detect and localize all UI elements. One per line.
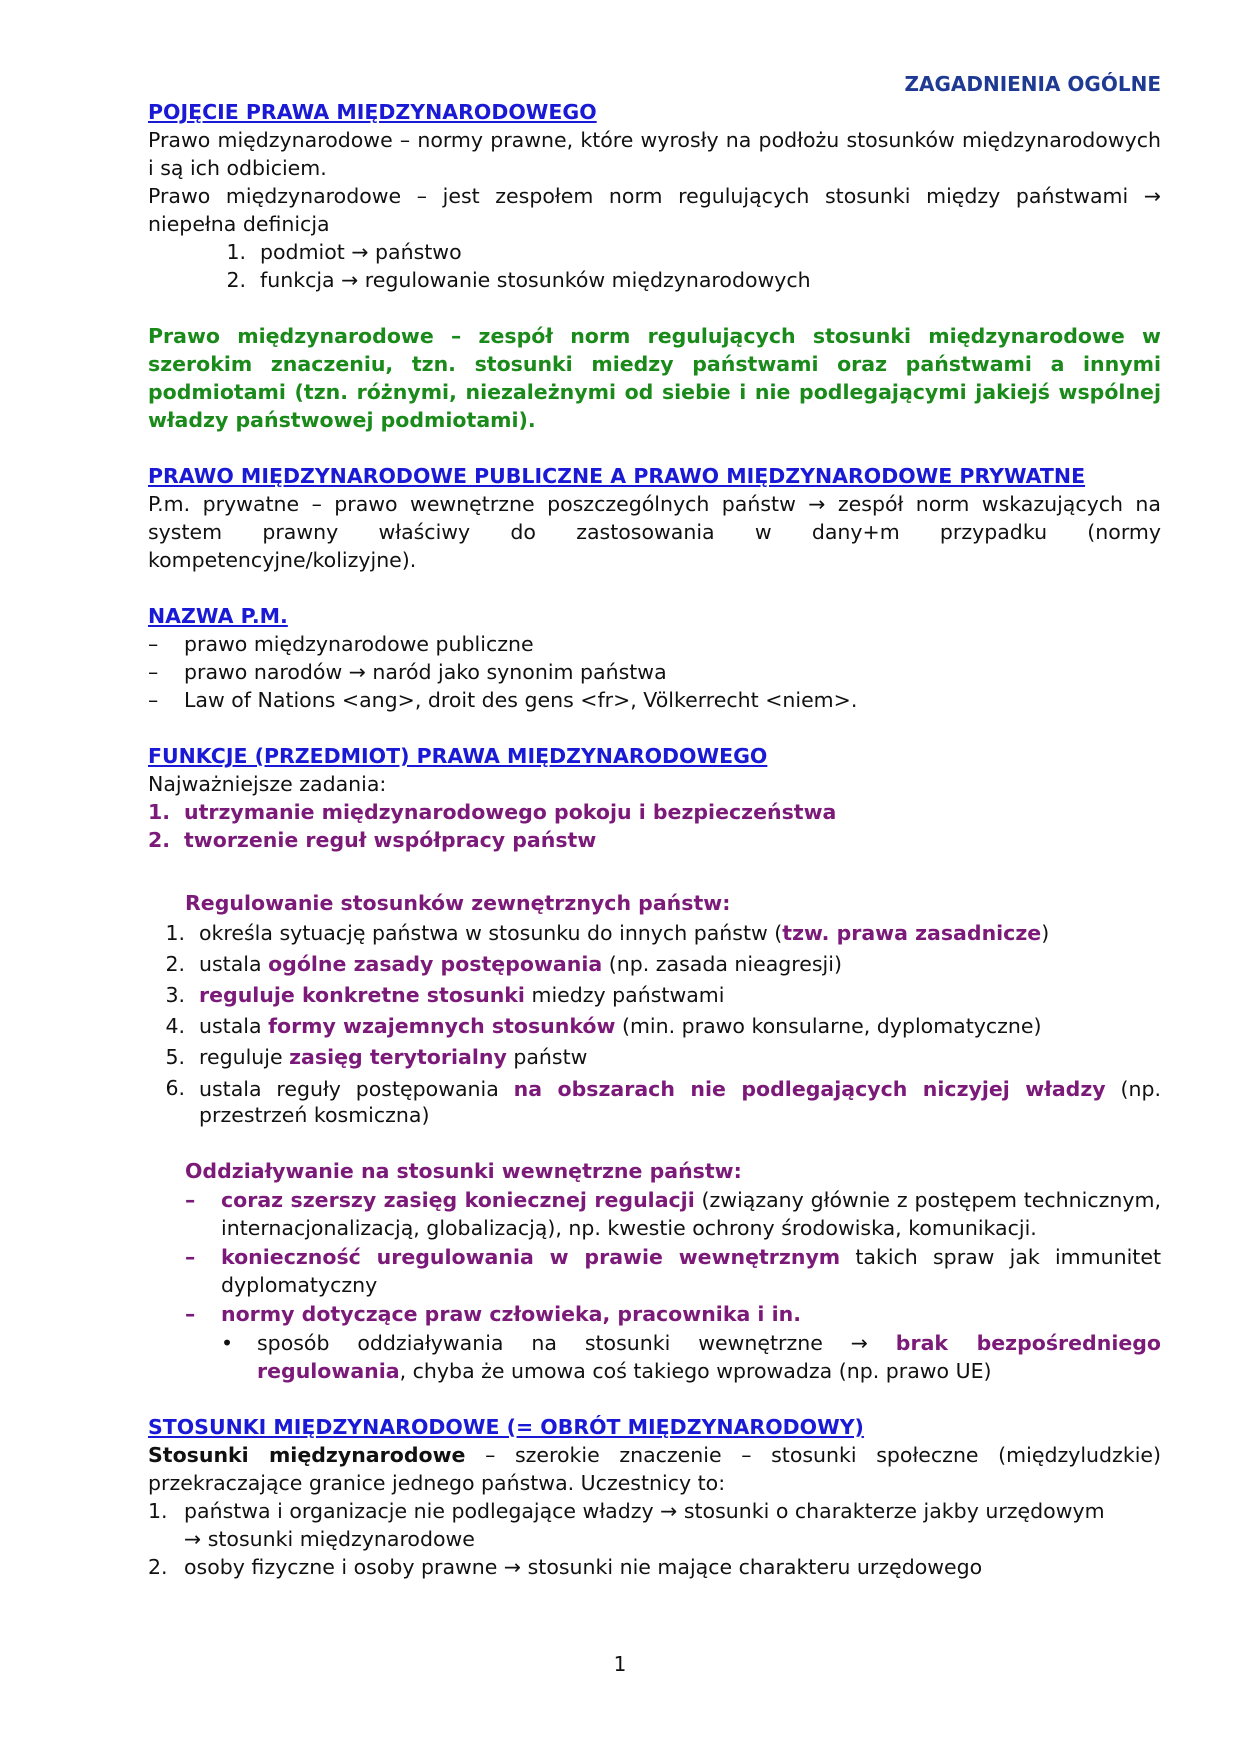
list-item [148, 949, 1161, 980]
page-number: 1 [613, 1652, 627, 1676]
list-marker: 1. [148, 800, 171, 824]
list-item [148, 798, 1161, 826]
paragraph: Prawo międzynarodowe – normy prawne, które wyrosły na podłożu stosunków międzynarodowych i są ich odbiciem. [148, 128, 1161, 180]
list-text: podmiot → państwo [260, 240, 462, 264]
subheading-wewnetrzne: Oddziaływanie na stosunki wewnętrzne państw: [185, 1159, 742, 1183]
section-heading-nazwa: NAZWA P.M. [148, 604, 288, 628]
list-text: reguluje zasięg terytorialny państw [199, 1045, 588, 1069]
list-marker: 2. [226, 268, 246, 292]
list-marker: – [148, 632, 159, 656]
list-item [148, 686, 1161, 714]
list-text: określa sytuację państwa w stosunku do innych państw (tzw. prawa zasadnicze) [199, 921, 1050, 945]
paragraph: Najważniejsze zadania: [148, 772, 387, 796]
list-item [148, 1243, 1161, 1299]
list-text: reguluje konkretne stosunki miedzy państwami [199, 983, 725, 1007]
list-item [148, 1553, 1161, 1581]
list-text: prawo narodów → naród jako synonim państwa [184, 660, 667, 684]
list-item [148, 980, 1161, 1011]
list-text: utrzymanie międzynarodowego pokoju i bezpieczeństwa [184, 800, 837, 824]
list-marker: – [148, 660, 159, 684]
paragraph: Stosunki międzynarodowe – szerokie znaczenie – stosunki społeczne (międzyludzkie) przekraczające granice jednego państwa. Uczestnicy to: [148, 1443, 1161, 1495]
list-marker: – [185, 1188, 196, 1212]
list-text: sposób oddziaływania na stosunki wewnętrzne → brak bezpośredniego regulowania, chyba że umowa coś takiego wprowadza (np. prawo UE) [257, 1331, 1162, 1383]
section-heading-pojecie: POJĘCIE PRAWA MIĘDZYNARODOWEGO [148, 100, 597, 124]
list-text: państwa i organizacje nie podlegające władzy → stosunki o charakterze jakby urzędowym [184, 1499, 1105, 1523]
numbered-list [148, 918, 1161, 1128]
section-heading-stosunki: STOSUNKI MIĘDZYNARODOWE (= OBRÓT MIĘDZYNARODOWY) [148, 1415, 864, 1439]
list-marker: 1. [165, 921, 185, 945]
list-text: ustala formy wzajemnych stosunków (min. prawo konsularne, dyplomatyczne) [199, 1014, 1042, 1038]
dash-list [148, 630, 1161, 714]
list-marker: 3. [165, 983, 185, 1007]
list-item [148, 1042, 1161, 1073]
list-marker: 4. [165, 1014, 185, 1038]
list-marker: 1. [148, 1499, 168, 1523]
list-item [148, 1011, 1161, 1042]
list-marker: 2. [148, 1555, 168, 1579]
list-marker: – [148, 688, 159, 712]
bullet-list [148, 1329, 1161, 1385]
section-heading-publiczne: PRAWO MIĘDZYNARODOWE PUBLICZNE A PRAWO MIĘDZYNARODOWE PRYWATNE [148, 464, 1086, 488]
numbered-list [148, 238, 1161, 294]
list-text: konieczność uregulowania w prawie wewnętrznym takich spraw jak immunitet dyplomatyczny [221, 1245, 1161, 1297]
list-marker: – [185, 1245, 196, 1269]
document-page [148, 70, 1161, 1581]
list-marker: 1. [226, 240, 246, 264]
list-item [148, 1497, 1161, 1525]
list-text: ustala ogólne zasady postępowania (np. zasada nieagresji) [199, 952, 842, 976]
bullet-marker: • [221, 1331, 234, 1355]
list-text: coraz szerszy zasięg koniecznej regulacji (związany głównie z postępem technicznym, internacjonalizacją, globalizacją), np. kwestie ochrony środowiska, komunikacji. [221, 1188, 1161, 1240]
dash-list [148, 1186, 1161, 1328]
numbered-list [148, 798, 1161, 854]
list-item [148, 1186, 1161, 1242]
list-marker: – [185, 1302, 196, 1326]
paragraph: P.m. prywatne – prawo wewnętrzne poszczególnych państw → zespół norm wskazujących na system prawny właściwy do zastosowania w dany+m przypadku (normy kompetencyjne/kolizyjne). [148, 492, 1161, 572]
list-item [148, 1073, 1161, 1128]
list-text: prawo międzynarodowe publiczne [184, 632, 534, 656]
list-text: normy dotyczące praw człowieka, pracownika i in. [221, 1302, 801, 1326]
list-subline: → stosunki międzynarodowe [184, 1527, 475, 1551]
subheading-zewnetrzne: Regulowanie stosunków zewnętrznych państw: [185, 891, 731, 915]
list-item [148, 238, 1161, 266]
list-marker: 2. [148, 828, 171, 852]
list-text: osoby fizyczne i osoby prawne → stosunki nie mające charakteru urzędowego [184, 1555, 983, 1579]
list-item [148, 658, 1161, 686]
paragraph: Prawo międzynarodowe – jest zespołem norm regulujących stosunki między państwami → niepełna definicja [148, 184, 1161, 236]
list-text: tworzenie reguł współpracy państw [184, 828, 597, 852]
list-item [148, 918, 1161, 949]
list-marker: 5. [165, 1045, 185, 1069]
list-text: Law of Nations <ang>, droit des gens <fr>, Völkerrecht <niem>. [184, 688, 858, 712]
list-text: ustala reguły postępowania na obszarach nie podlegających niczyjej władzy (np. przestrzeń kosmiczna) [199, 1077, 1161, 1127]
definition-paragraph: Prawo międzynarodowe – zespół norm regulujących stosunki międzynarodowe w szerokim znaczeniu, tzn. stosunki miedzy państwami oraz państwami a innymi podmiotami (tzn. różnymi, niezależnymi od siebie i nie podlegającymi jakiejś wspólnej władzy państwowej podmiotami). [148, 324, 1161, 432]
list-text: funkcja → regulowanie stosunków międzynarodowych [260, 268, 811, 292]
list-marker: 6. [165, 1076, 185, 1100]
list-item [148, 826, 1161, 854]
list-marker: 2. [165, 952, 185, 976]
numbered-list [148, 1497, 1161, 1581]
section-heading-funkcje: FUNKCJE (PRZEDMIOT) PRAWA MIĘDZYNARODOWEGO [148, 744, 768, 768]
list-item [148, 266, 1161, 294]
list-item [148, 630, 1161, 658]
running-head: ZAGADNIENIA OGÓLNE [904, 72, 1161, 96]
list-item [148, 1300, 1161, 1328]
list-item [148, 1329, 1161, 1385]
